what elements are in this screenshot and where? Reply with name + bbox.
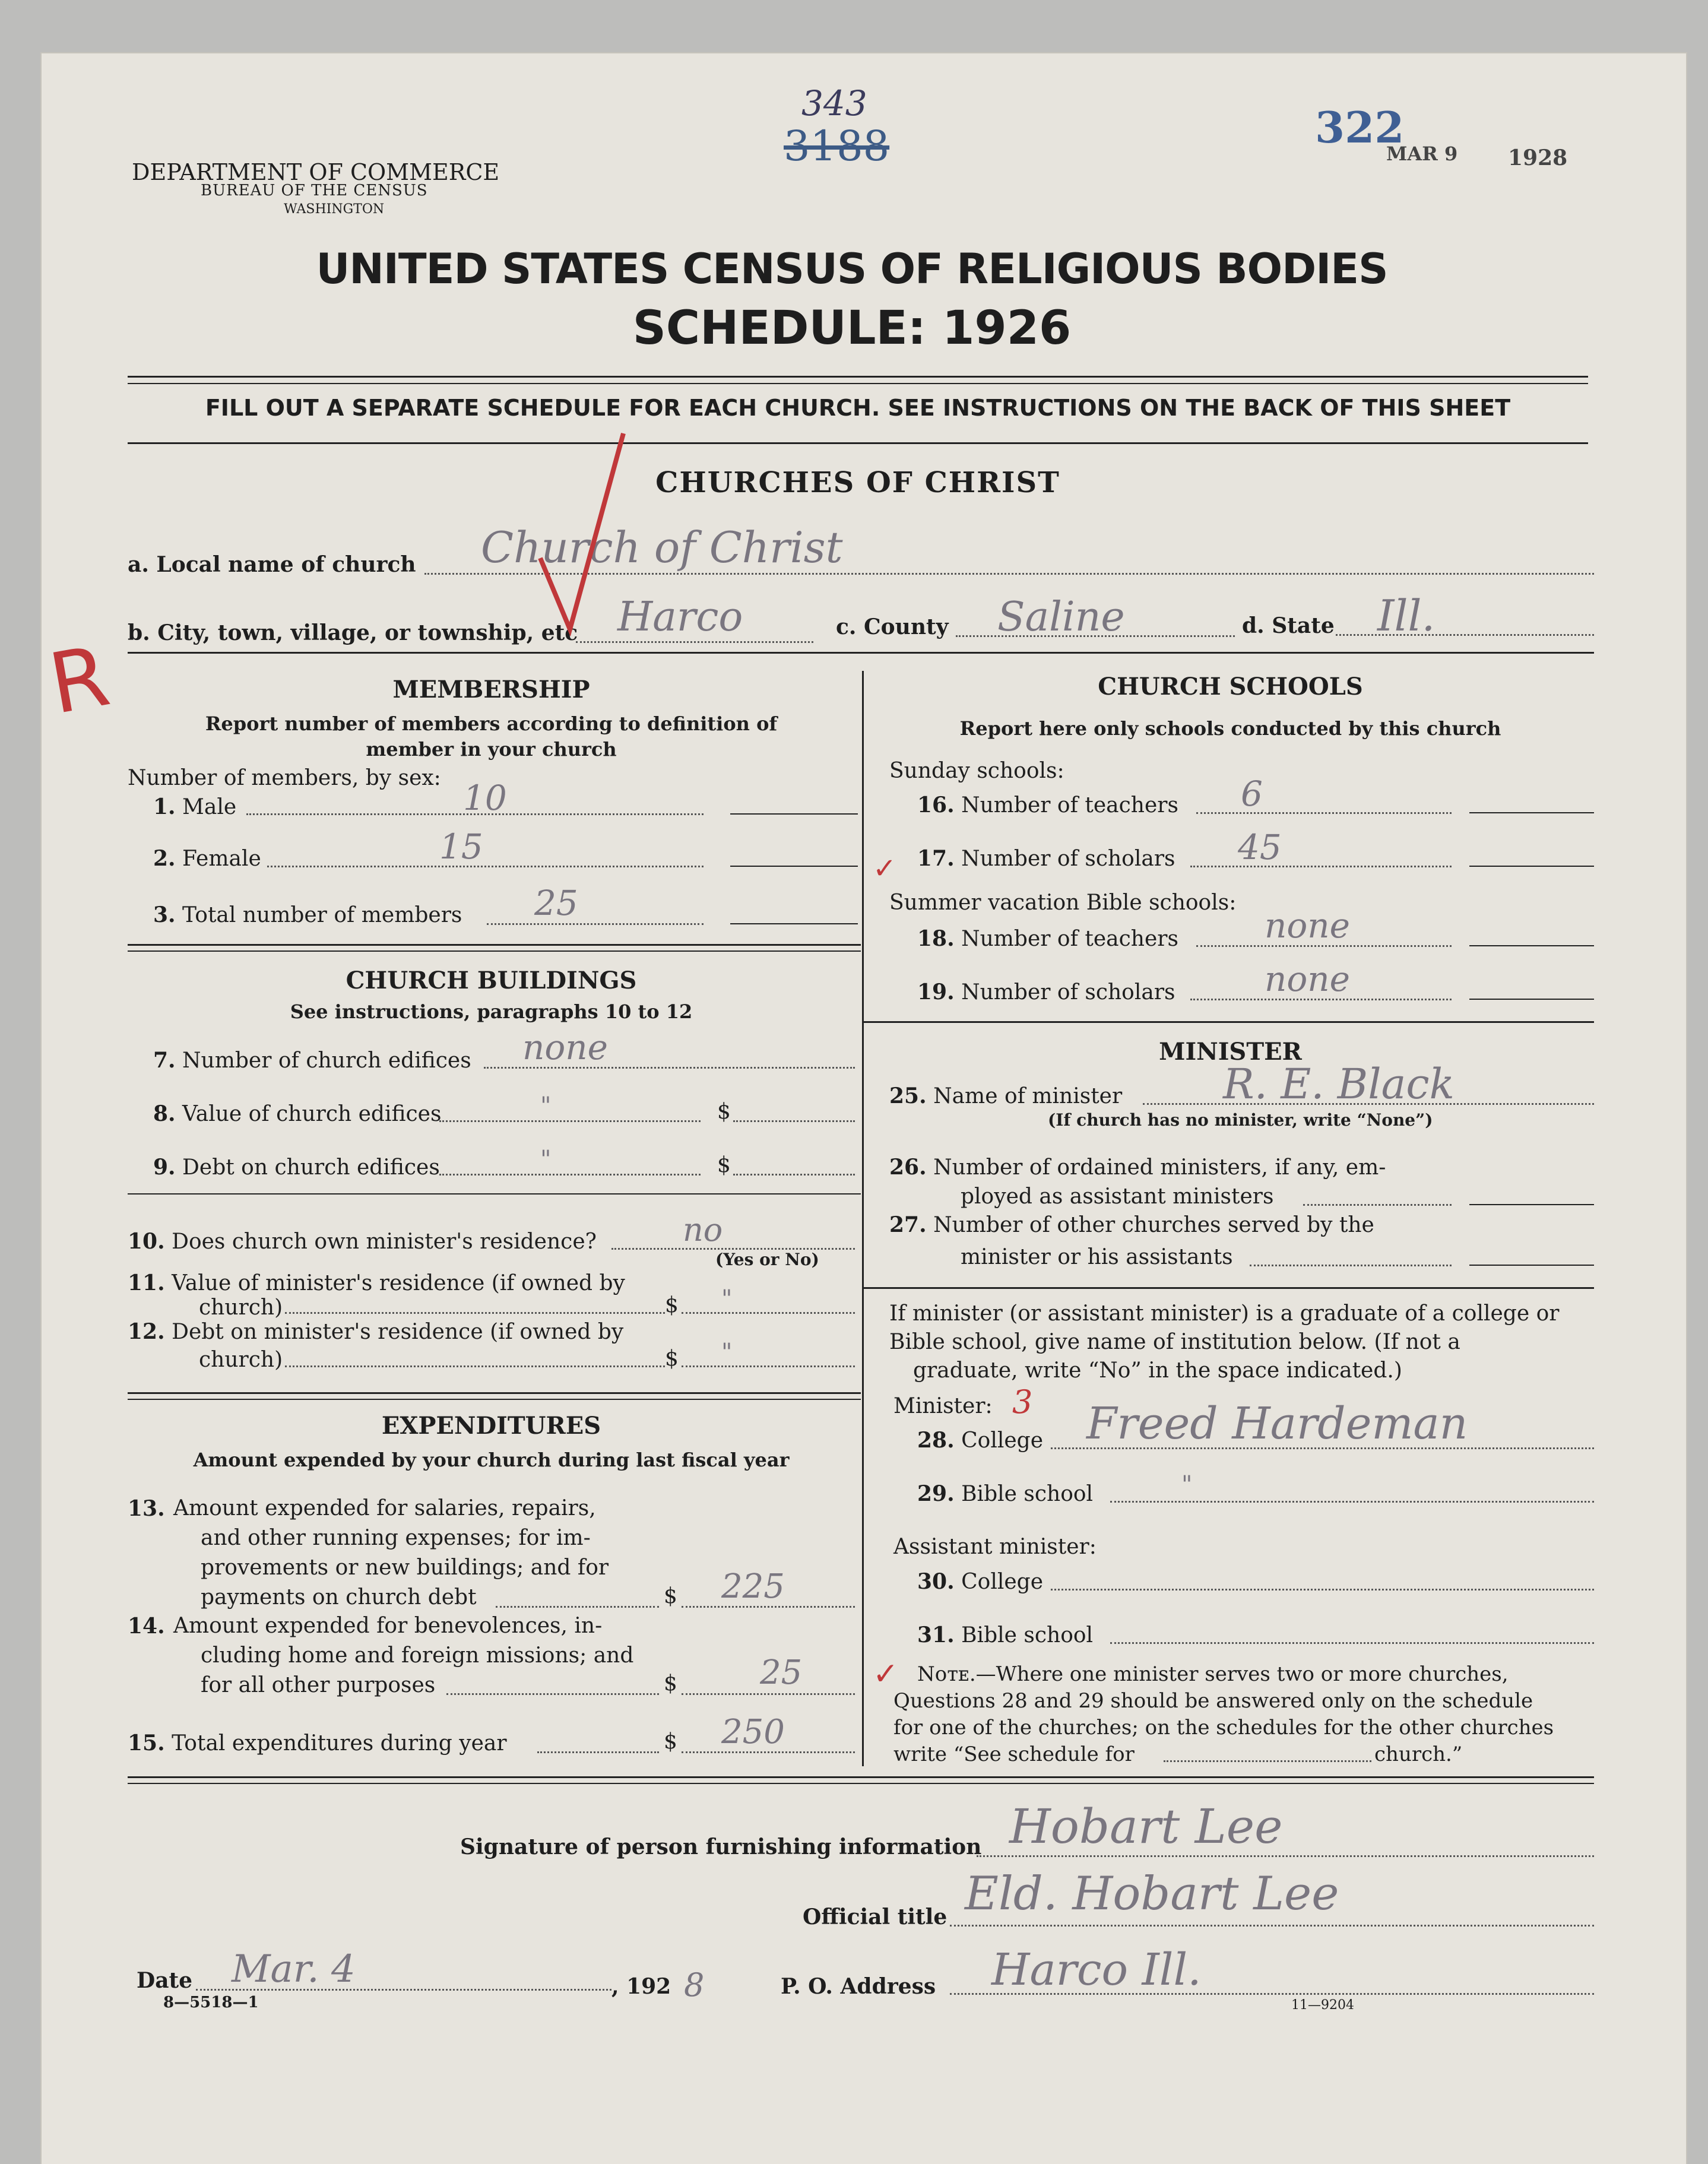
- q13-number: 13.: [128, 1496, 165, 1521]
- q8-currency: $: [717, 1100, 731, 1124]
- graduate-instructions: graduate, write “No” in the space indicated.): [913, 1358, 1402, 1383]
- divider: [128, 383, 1588, 384]
- q26-line: [1303, 1204, 1452, 1206]
- q27-label-cont: minister or his assistants: [961, 1245, 1233, 1269]
- q9-amount-line: [733, 1174, 855, 1176]
- q15-label: 15. Total expenditures during year: [128, 1731, 507, 1756]
- q9-label: 9. Debt on church edifices: [153, 1155, 440, 1180]
- expenditures-note: Amount expended by your church during last fiscal year: [193, 1449, 790, 1471]
- q13-value[interactable]: 225: [721, 1567, 785, 1606]
- red-tick: ✓: [873, 852, 897, 885]
- state-label: d. State: [1242, 613, 1335, 638]
- q17-value[interactable]: 45: [1238, 827, 1282, 867]
- q14-line: [446, 1693, 659, 1695]
- graduate-instructions: If minister (or assistant minister) is a graduate of a college or: [889, 1301, 1560, 1326]
- year-prefix: , 192: [611, 1974, 671, 1999]
- divider: [128, 1193, 861, 1195]
- q13-line: [496, 1606, 659, 1608]
- year-suffix[interactable]: 8: [684, 1966, 705, 2004]
- q31-label: 31. Bible school: [917, 1623, 1094, 1647]
- q9-currency: $: [717, 1153, 731, 1177]
- stamp-year: 1928: [1508, 145, 1568, 170]
- q13-text: Amount expended for salaries, repairs,: [173, 1496, 596, 1520]
- signature-label: Signature of person furnishing information: [460, 1835, 982, 1859]
- stamp-date: MAR 9: [1386, 142, 1458, 165]
- q11-label-cont: church): [199, 1295, 283, 1320]
- q15-currency: $: [664, 1729, 677, 1754]
- total-value[interactable]: 25: [534, 883, 578, 923]
- q13-currency: $: [664, 1584, 677, 1608]
- q9-line: [439, 1174, 701, 1176]
- q14-text: cluding home and foreign missions; and: [201, 1643, 634, 1668]
- male-value[interactable]: 10: [463, 778, 507, 818]
- q12-currency: $: [665, 1346, 679, 1371]
- q11-value[interactable]: ": [721, 1285, 733, 1313]
- buildings-heading: CHURCH BUILDINGS: [346, 967, 637, 994]
- divider: [128, 944, 861, 946]
- answer-rule: [1469, 1265, 1594, 1266]
- q28-label: 28. College: [917, 1428, 1043, 1453]
- q14-text: for all other purposes: [201, 1673, 436, 1697]
- total-line: [487, 923, 704, 925]
- q15-amount-line: [682, 1751, 855, 1753]
- q16-line: [1196, 812, 1452, 814]
- minister-subheading: Minister:: [893, 1394, 993, 1418]
- q25-value[interactable]: R. E. Black: [1223, 1060, 1455, 1108]
- q10-hint: (Yes or No): [715, 1250, 819, 1269]
- q15-value[interactable]: 250: [721, 1713, 785, 1751]
- q27-line: [1250, 1265, 1452, 1266]
- q19-value[interactable]: none: [1265, 959, 1350, 999]
- see-schedule-line: [1164, 1760, 1371, 1762]
- struck-number: 3188: [784, 122, 890, 170]
- q25-hint: (If church has no minister, write “None”): [1048, 1110, 1433, 1130]
- date-label: Date: [137, 1968, 193, 1993]
- q29-value[interactable]: ": [1181, 1471, 1193, 1498]
- bureau-name: BUREAU OF THE CENSUS: [201, 182, 428, 199]
- q16-value[interactable]: 6: [1241, 774, 1263, 814]
- official-title-line: [950, 1925, 1594, 1927]
- divider: [128, 950, 861, 952]
- q9-value[interactable]: ": [540, 1146, 552, 1173]
- q13-amount-line: [682, 1606, 855, 1608]
- handwritten-number: 343: [801, 83, 867, 123]
- q10-value[interactable]: no: [683, 1211, 723, 1249]
- q18-value[interactable]: none: [1265, 905, 1350, 946]
- q26-label: 26. Number of ordained ministers, if any, em-: [889, 1155, 1386, 1180]
- minister-note: Nᴏᴛᴇ.—Where one minister serves two or more churches,: [917, 1662, 1509, 1686]
- answer-rule: [1469, 812, 1594, 813]
- city-value[interactable]: Harco: [617, 594, 743, 641]
- q13-text: and other running expenses; for im-: [201, 1526, 591, 1550]
- address-value[interactable]: Harco Ill.: [991, 1944, 1202, 1995]
- q11-currency: $: [665, 1293, 679, 1317]
- instruction-banner: FILL OUT A SEPARATE SCHEDULE FOR EACH CHURCH. SEE INSTRUCTIONS ON THE BACK OF THIS SHEET: [205, 395, 1511, 421]
- signature-value[interactable]: Hobart Lee: [1009, 1799, 1283, 1854]
- form-subtitle: SCHEDULE: 1926: [632, 302, 1072, 355]
- q28-value[interactable]: Freed Hardeman: [1086, 1398, 1468, 1449]
- form-number-right: 11—9204: [1291, 1998, 1354, 2013]
- q12-amount-line: [682, 1365, 855, 1367]
- assistant-subheading: Assistant minister:: [893, 1535, 1097, 1559]
- q14-text: Amount expended for benevolences, in-: [173, 1614, 603, 1638]
- minister-heading: MINISTER: [1159, 1038, 1302, 1066]
- county-value[interactable]: Saline: [997, 594, 1125, 641]
- summer-schools-label: Summer vacation Bible schools:: [889, 891, 1237, 915]
- stamp-number: 322: [1315, 102, 1405, 153]
- q7-value[interactable]: none: [522, 1027, 608, 1067]
- divider: [128, 1783, 1594, 1784]
- q30-label: 30. College: [917, 1569, 1043, 1594]
- q14-value[interactable]: 25: [760, 1653, 803, 1692]
- minister-note: church.”: [1374, 1742, 1463, 1766]
- answer-rule: [1469, 945, 1594, 946]
- q15-line: [537, 1751, 659, 1753]
- expenditures-heading: EXPENDITURES: [381, 1412, 601, 1440]
- q31-line: [1110, 1642, 1594, 1644]
- q12-label: 12. Debt on minister's residence (if owned by: [128, 1319, 624, 1344]
- q26-label-cont: ployed as assistant ministers: [961, 1184, 1274, 1209]
- red-letter-annotation: R: [42, 628, 116, 734]
- q30-line: [1051, 1589, 1594, 1590]
- q10-label: 10. Does church own minister's residence?: [128, 1229, 597, 1254]
- minister-note: Questions 28 and 29 should be answered only on the schedule: [893, 1689, 1533, 1713]
- q19-label: 19. Number of scholars: [917, 980, 1175, 1005]
- graduate-instructions: Bible school, give name of institution below. (If not a: [889, 1330, 1460, 1354]
- schools-heading: CHURCH SCHOOLS: [1098, 673, 1363, 701]
- form-title: UNITED STATES CENSUS OF RELIGIOUS BODIES: [316, 245, 1388, 293]
- q25-label: 25. Name of minister: [889, 1083, 1123, 1108]
- minister-note: write “See schedule for: [893, 1742, 1135, 1766]
- q29-line: [1110, 1501, 1594, 1503]
- q12-value[interactable]: ": [721, 1339, 733, 1366]
- answer-rule: [1469, 866, 1594, 867]
- female-value[interactable]: 15: [439, 826, 483, 867]
- membership-note: Report number of members according to definition of: [205, 712, 778, 735]
- divider: [128, 652, 1594, 654]
- official-title-label: Official title: [803, 1905, 948, 1929]
- membership-row-male: 1. Male: [153, 794, 237, 819]
- address-label: P. O. Address: [781, 1974, 936, 1999]
- divider: [864, 1021, 1594, 1023]
- divider: [128, 376, 1588, 378]
- department-name: DEPARTMENT OF COMMERCE: [132, 159, 500, 185]
- female-line: [267, 866, 704, 867]
- city-line: [576, 641, 813, 643]
- signature-line: [977, 1855, 1594, 1857]
- bureau-city: WASHINGTON: [284, 202, 385, 217]
- q18-label: 18. Number of teachers: [917, 926, 1178, 951]
- q12-line: [285, 1365, 665, 1367]
- membership-row-total: 3. Total number of members: [153, 902, 462, 927]
- q13-text: payments on church debt: [201, 1585, 477, 1609]
- q14-number: 14.: [128, 1614, 165, 1639]
- q14-currency: $: [664, 1671, 677, 1696]
- divider: [128, 442, 1588, 444]
- membership-note: member in your church: [366, 738, 617, 761]
- q16-label: 16. Number of teachers: [917, 793, 1178, 818]
- county-label: c. County: [836, 614, 949, 639]
- q8-amount-line: [733, 1120, 855, 1122]
- date-value[interactable]: Mar. 4: [232, 1947, 356, 1991]
- divider: [128, 1399, 861, 1400]
- q17-line: [1190, 866, 1452, 867]
- answer-rule: [730, 813, 858, 815]
- red-number-annotation: 3: [1012, 1383, 1033, 1421]
- minister-note: for one of the churches; on the schedules for the other churches: [893, 1716, 1554, 1740]
- divider: [864, 1287, 1594, 1289]
- q8-label: 8. Value of church edifices: [153, 1101, 442, 1126]
- red-tick: ✓: [873, 1656, 899, 1692]
- q14-amount-line: [682, 1693, 855, 1695]
- q8-value[interactable]: ": [540, 1092, 552, 1120]
- q17-label: 17. Number of scholars: [917, 846, 1175, 871]
- q8-line: [439, 1120, 701, 1122]
- local-name-value[interactable]: Church of Christ: [481, 522, 843, 572]
- membership-heading: MEMBERSHIP: [392, 676, 590, 704]
- q11-line: [285, 1312, 665, 1314]
- q11-label: 11. Value of minister's residence (if owned by: [128, 1270, 625, 1295]
- column-divider: [862, 671, 864, 1766]
- answer-rule: [730, 923, 858, 924]
- membership-intro: Number of members, by sex:: [128, 766, 441, 790]
- answer-rule: [1469, 999, 1594, 1000]
- official-title-value[interactable]: Eld. Hobart Lee: [965, 1867, 1339, 1921]
- city-label: b. City, town, village, or township, etc: [128, 620, 578, 645]
- divider: [128, 1776, 1594, 1778]
- q7-label: 7. Number of church edifices: [153, 1048, 471, 1073]
- q27-label: 27. Number of other churches served by the: [889, 1212, 1374, 1237]
- q12-label-cont: church): [199, 1348, 283, 1372]
- state-value[interactable]: Ill.: [1377, 591, 1436, 641]
- sunday-schools-label: Sunday schools:: [889, 759, 1064, 783]
- q11-amount-line: [682, 1312, 855, 1314]
- divider: [128, 1392, 861, 1394]
- q13-text: provements or new buildings; and for: [201, 1555, 609, 1580]
- q29-label: 29. Bible school: [917, 1481, 1094, 1506]
- local-name-label: a. Local name of church: [128, 552, 416, 577]
- form-number-left: 8—5518—1: [163, 1994, 259, 2011]
- answer-rule: [1469, 1204, 1594, 1205]
- buildings-note: See instructions, paragraphs 10 to 12: [290, 1000, 693, 1023]
- red-check-mark: [534, 427, 629, 641]
- schools-note: Report here only schools conducted by this church: [959, 717, 1501, 740]
- answer-rule: [730, 866, 858, 867]
- membership-row-female: 2. Female: [153, 846, 261, 871]
- state-line: [1336, 634, 1594, 636]
- denomination-heading: CHURCHES OF CHRIST: [655, 466, 1060, 499]
